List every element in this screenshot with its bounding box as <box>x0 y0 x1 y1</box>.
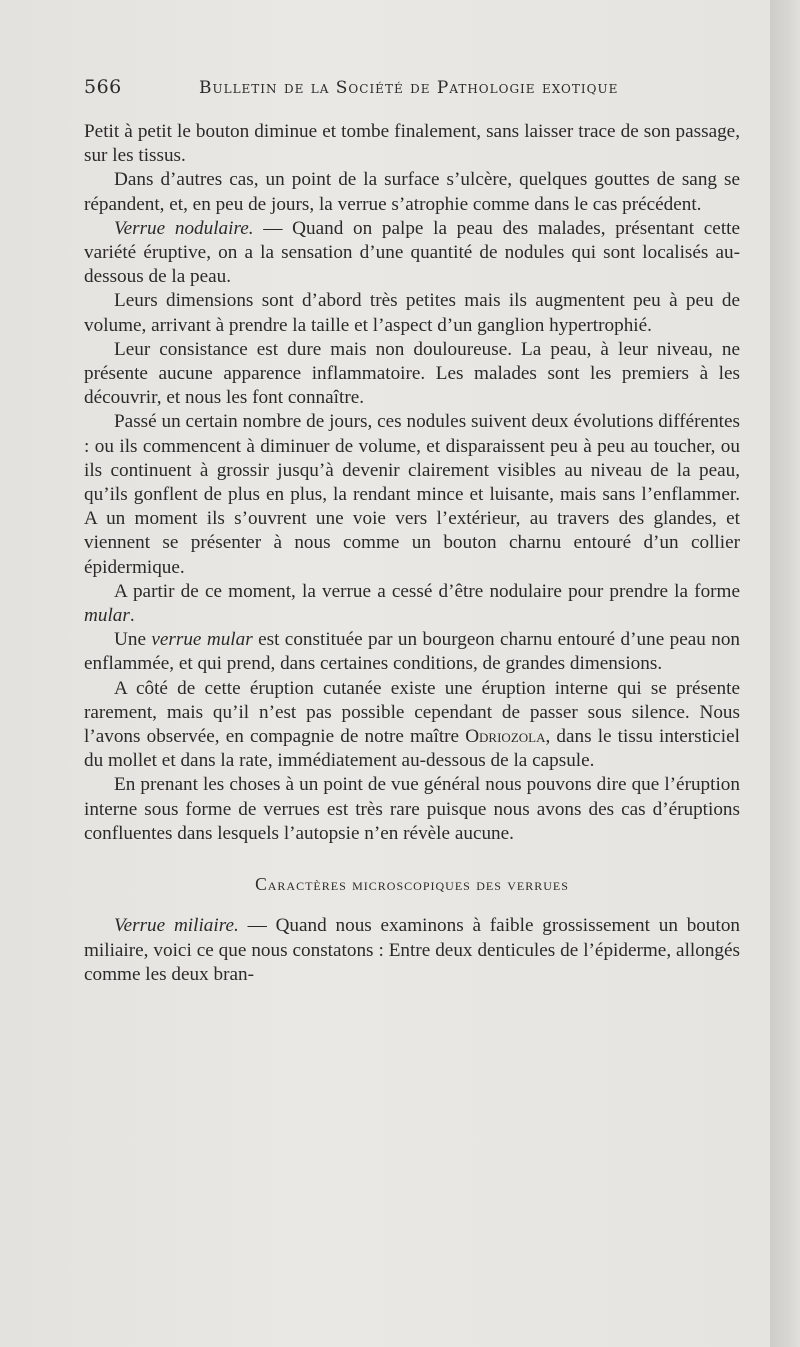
page-number: 566 <box>84 76 122 98</box>
section-heading: Caractères microscopiques des verrues <box>255 874 569 895</box>
paragraph-9-end: , dans le tissu intersticiel du mollet et dans la rate, immédiatement au-dessous de la capsule. <box>84 726 740 772</box>
paragraph-7-start: A partir de ce moment, la verrue a cessé d’être nodulaire pour prendre la forme <box>114 580 740 602</box>
paragraph-7 <box>84 580 740 628</box>
author-name-odriozola: Odriozola <box>465 726 546 748</box>
subheading-verrue-nodulaire: Verrue nodulaire. <box>114 217 254 239</box>
running-title: Bulletin de la Société de Pathologie exotique <box>199 78 619 98</box>
paragraph-9-start: A côté de cette éruption cutanée existe une éruption interne qui se présente rarement, mais qu’il n’est pas possible cependant de passer sous silence. Nous l’avons observée, en compagnie de notre maître <box>84 677 740 748</box>
paragraph-2: Dans d’autres cas, un point de la surface s’ulcère, quelques gouttes de sang se répandent, et, en peu de jours, la verrue s’atrophie comme dans le cas précédent. <box>84 169 740 215</box>
page-header <box>84 72 744 102</box>
paragraph-1: Petit à petit le bouton diminue et tombe finalement, sans laisser trace de son passage, sur les tissus. <box>84 121 740 167</box>
paragraph-4: Leurs dimensions sont d’abord très petites mais ils augmentent peu à peu de volume, arrivant à prendre la taille et l’aspect d’un ganglion hypertrophié. <box>84 290 740 336</box>
paragraph-6: Passé un certain nombre de jours, ces nodules suivent deux évolutions différentes : ou ils commencent à diminuer de volume, et disparaissent peu à peu au toucher, ou ils continuent à grossir jusqu’à devenir clairement visibles au niveau de la peau, qu’ils gonflent de plus en plus, la rendant mince et luisante, mais sans l’enflammer. A un moment ils s’ouvrent une voie vers l’extérieur, au travers des glandes, et viennent se présenter à nous comme un bouton charnu entouré d’un collier épidermique. <box>84 411 740 578</box>
paragraph-10: En prenant les choses à un point de vue général nous pouvons dire que l’éruption interne sous forme de verrues est très rare puisque nous avons des cas d’éruptions confluentes dans lesquels l’autopsie n’en révèle aucune. <box>84 774 740 844</box>
subheading-verrue-miliaire: Verrue miliaire. <box>114 915 239 937</box>
paragraph-3-text: — Quand on palpe la peau des malades, présentant cette variété éruptive, on a la sensation d’une quantité de nodules qui sont localisés au-dessous de la peau. <box>84 217 740 288</box>
paragraph-8 <box>84 628 740 676</box>
paragraph-8-start: Une <box>114 629 152 651</box>
paragraph-11 <box>84 914 740 987</box>
page-edge-shadow <box>770 0 800 1347</box>
paragraph-7-end: . <box>129 605 135 627</box>
paragraph-3 <box>84 217 740 290</box>
term-mular: mular <box>84 605 130 627</box>
body-text <box>84 120 740 987</box>
paragraph-8-end: est constituée par un bourgeon charnu entouré d’une peau non enflammée, et qui prend, dans certaines conditions, de grandes dimensions. <box>84 629 741 675</box>
paragraph-11-text: — Quand nous examinons à faible grossissement un bouton miliaire, voici ce que nous constatons : Entre deux denticules de l’épiderme, allongés comme les deux bran- <box>84 915 741 985</box>
paragraph-9 <box>84 677 740 774</box>
paragraph-5: Leur consistance est dure mais non douloureuse. La peau, à leur niveau, ne présente aucune apparence inflammatoire. Les malades sont les premiers à les découvrir, et nous les font connaître. <box>84 338 740 409</box>
term-verrue-mular: verrue mular <box>151 629 253 651</box>
